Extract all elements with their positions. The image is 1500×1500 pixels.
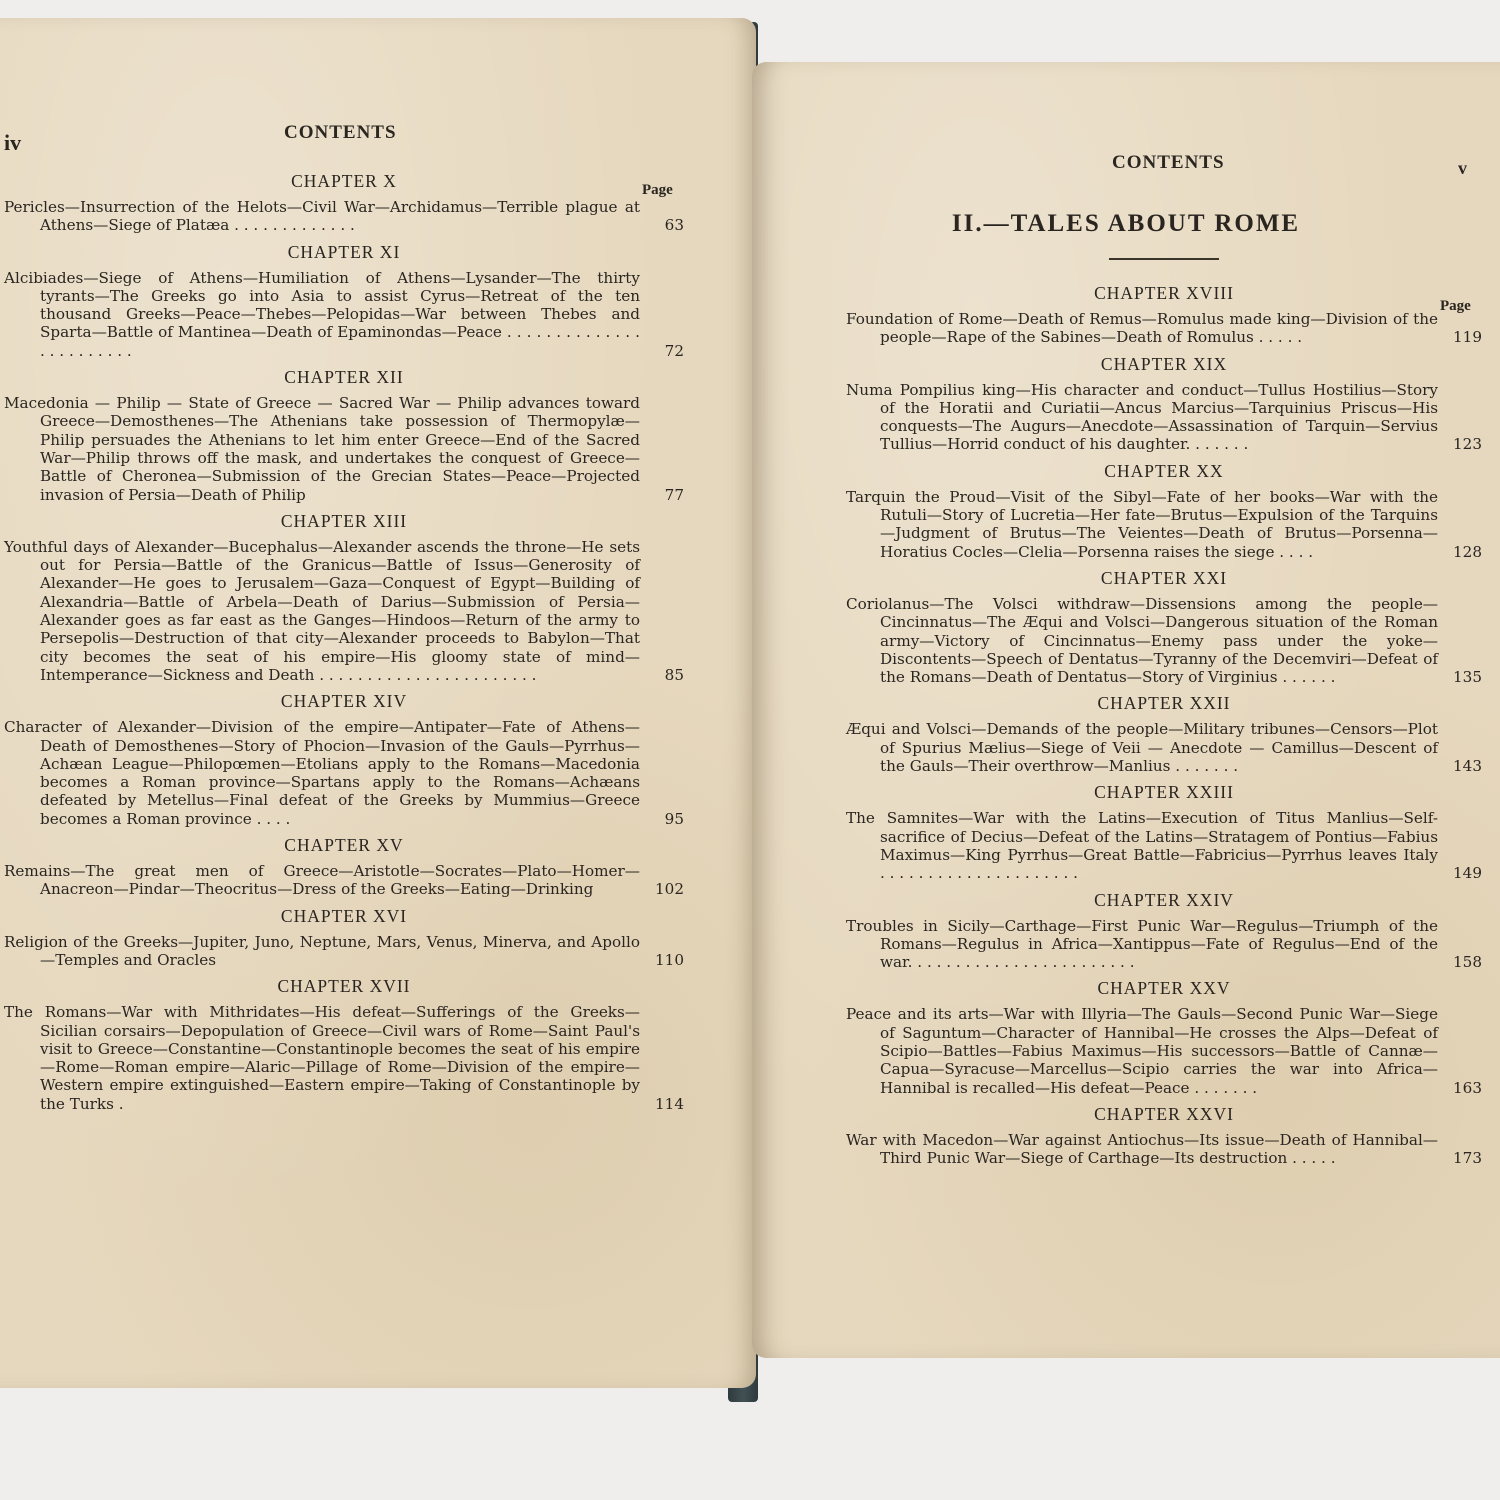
part-title: II.—TALES ABOUT ROME [951,210,1301,237]
chapter-page: 110 [655,950,684,969]
toc-entry [846,977,1482,1096]
right-page [752,62,1500,1358]
toc-right [846,282,1482,1168]
toc-entry [846,353,1482,454]
chapter-page: 95 [664,809,684,828]
toc-entry [4,170,684,235]
toc-entry [4,510,684,684]
chapter-heading: CHAPTER XIV [280,691,408,712]
chapter-heading: CHAPTER XVII [277,976,411,997]
toc-entry [846,1103,1482,1168]
chapter-summary: Pericles—Insurrection of the Helots—Civil War—Archidamus—Terrible plague at Athens—Siege of Platæa . . . . . . . . . . . . . [4,198,640,235]
chapter-page: 114 [655,1094,684,1113]
chapter-heading: CHAPTER XXII [1097,693,1231,714]
chapter-heading: CHAPTER XXVI [1094,1103,1234,1124]
chapter-page: 102 [655,880,684,899]
toc-entry [846,282,1482,347]
chapter-summary: Religion of the Greeks—Jupiter, Juno, Neptune, Mars, Venus, Minerva, and Apollo—Temples and Oracles [4,932,640,969]
chapter-heading: CHAPTER XVIII [1094,283,1234,303]
chapter-heading: CHAPTER XVI [280,905,408,926]
toc-entry [846,692,1482,775]
chapter-summary: Numa Pompilius king—His character and conduct—Tullus Hostilius—Story of the Horatii and Curiatii—Ancus Marcius—Tarquinius Priscus—His conquests—The Augurs—Anecdote—Assassination of Tarquin—Servius Tullius—Horrid conduct of his daughter. . . . . . . [846,380,1438,454]
chapter-summary: Remains—The great men of Greece—Aristotle—Socrates—Plato—Homer—Anacreon—Pindar—Theocritus—Dress of the Greeks—Eating—Drinking [4,862,640,899]
chapter-page: 173 [1453,1149,1482,1168]
chapter-heading: CHAPTER XIII [280,510,408,531]
chapter-heading: CHAPTER XV [284,835,404,856]
toc-entry [4,905,684,970]
chapter-page: 143 [1453,757,1482,776]
chapter-summary: War with Macedon—War against Antiochus—Its issue—Death of Hannibal—Third Punic War—Siege of Carthage—Its destruction . . . . . [846,1130,1438,1168]
chapter-heading: CHAPTER XIX [1100,353,1228,374]
chapter-page: 119 [1453,328,1482,347]
toc-entry [4,690,684,828]
chapter-summary: Æqui and Volsci—Demands of the people—Military tribunes—Censors—Plot of Spurius Mælius—Siege of Veii — Anecdote — Camillus—Descent of the Gauls—Their overthrow—Manlius . . . . . . . [846,720,1438,776]
chapter-heading: CHAPTER XII [284,367,404,388]
chapter-summary: Coriolanus—The Volsci withdraw—Dissensions among the people—Cincinnatus—The Æqui and Volsci—Dangerous situation of the Roman army—Victory of Cincinnatus—Enemy pass under the yoke—Discontents—Speech of Dentatus—Tyranny of the Decemviri—Defeat of the Romans—Death of Dentatus—Story of Virginius . . . . . . [846,594,1438,687]
chapter-heading: CHAPTER XXI [1100,567,1228,588]
chapter-heading: CHAPTER XXV [1097,978,1231,999]
chapter-page: 63 [664,216,684,235]
page-number-left: iv [4,130,22,155]
title-rule [1109,258,1219,260]
toc-entry [4,241,684,360]
running-head-right: CONTENTS [1112,152,1225,173]
chapter-page: 128 [1453,542,1482,561]
chapter-summary: Troubles in Sicily—Carthage—First Punic War—Regulus—Triumph of the Romans—Regulus in Africa—Xantippus—Fate of Regulus—End of the war. . . . . . . . . . . . . . . . . . . . . . . . [846,916,1438,972]
toc-entry [846,460,1482,561]
chapter-page: 158 [1453,953,1482,972]
toc-entry [4,834,684,899]
chapter-page: 77 [664,485,684,504]
chapter-summary: Youthful days of Alexander—Bucephalus—Alexander ascends the throne—He sets out for Persia—Battle of the Granicus—Battle of Issus—Generosity of Alexander—He goes to Jerusalem—Gaza—Conquest of Egypt—Building of Alexandria—Battle of Arbela—Death of Darius—Submission of Persia—Alexander goes as far east as the Ganges—Hindoos—Return of the army to Persepolis—Destruction of that city—Alexander proceeds to Babylon—That city becomes the seat of his empire—His gloomy state of mind—Intemperance—Sickness and Death . . . . . . . . . . . . . . . . . . . . . . . [4,537,640,684]
toc-left [4,170,684,1113]
chapter-page: 163 [1453,1078,1482,1097]
chapter-page: 72 [664,341,684,360]
chapter-summary: Macedonia — Philip — State of Greece — Sacred War — Philip advances toward Greece—Demosthenes—The Athenians take possession of Thermopylæ—Philip persuades the Athenians to let him enter Greece—End of the Sacred War—Philip throws off the mask, and undertakes the conquest of Greece—Battle of Cheronea—Submission of the Grecian States—Peace—Projected invasion of Persia—Death of Philip [4,394,640,504]
toc-entry [4,366,684,504]
chapter-summary: Tarquin the Proud—Visit of the Sibyl—Fate of her books—War with the Rutuli—Story of Lucretia—Her fate—Brutus—Expulsion of the Tarquins—Judgment of Brutus—The Veientes—Death of Brutus—Porsenna—Horatius Cocles—Clelia—Porsenna raises the siege . . . . [846,487,1438,561]
toc-entry [4,975,684,1113]
chapter-page: 149 [1453,864,1482,883]
left-page [0,18,756,1388]
chapter-summary: Alcibiades—Siege of Athens—Humiliation of Athens—Lysander—The thirty tyrants—The Greeks go into Asia to assist Cyrus—Retreat of the ten thousand Greeks—Peace—Thebes—Pelopidas—War between Thebes and Sparta—Battle of Mantinea—Death of Epaminondas—Peace . . . . . . . . . . . . . . . . . . . . . . . . [4,268,640,360]
page-label-left: Page [642,182,673,198]
chapter-summary: The Romans—War with Mithridates—His defeat—Sufferings of the Greeks—Sicilian corsairs—Depopulation of Greece—Civil wars of Rome—Saint Paul's visit to Greece—Constantine—Constantinople becomes the seat of his empire—Rome—Roman empire—Alaric—Pillage of Rome—Division of the empire—Western empire extinguished—Eastern empire—Taking of Constantinople by the Turks . [4,1003,640,1113]
toc-entry [846,781,1482,882]
chapter-page: 123 [1453,435,1482,454]
chapter-page: 135 [1453,668,1482,687]
page-number-right: v [1458,158,1467,178]
chapter-heading: CHAPTER XX [1104,460,1224,481]
chapter-heading: CHAPTER XI [287,241,401,262]
chapter-summary: The Samnites—War with the Latins—Execution of Titus Manlius—Self-sacrifice of Decius—Defeat of the Latins—Stratagem of Pontius—Fabius Maximus—King Pyrrhus—Great Battle—Fabricius—Pyrrhus leaves Italy . . . . . . . . . . . . . . . . . . . . . [846,809,1438,883]
chapter-summary: Peace and its arts—War with Illyria—The Gauls—Second Punic War—Siege of Saguntum—Character of Hannibal—He crosses the Alps—Defeat of Scipio—Battles—Fabius Maximus—His successors—Battle of Cannæ—Capua—Syracuse—Marcellus—Scipio carries the war into Africa—Hannibal is recalled—His defeat—Peace . . . . . . . [846,1005,1438,1097]
chapter-summary: Foundation of Rome—Death of Remus—Romulus made king—Division of the people—Rape of the Sabines—Death of Romulus . . . . . [846,310,1438,347]
chapter-page: 85 [664,665,684,684]
chapter-summary: Character of Alexander—Division of the empire—Antipater—Fate of Athens—Death of Demosthenes—Story of Phocion—Invasion of the Gauls—Pyrrhus—Achæan League—Philopœmen—Etolians apply to the Romans—Macedonia becomes a Roman province—Spartans apply to the Romans—Achæans defeated by Metellus—Final defeat of the Greeks by Mummius—Greece becomes a Roman province . . . . [4,718,640,828]
chapter-heading: CHAPTER XXIV [1094,889,1234,910]
toc-entry [846,889,1482,972]
toc-entry [846,567,1482,686]
chapter-heading: CHAPTER X [291,171,397,191]
running-head-left: CONTENTS [284,122,397,143]
chapter-heading: CHAPTER XXIII [1094,782,1234,803]
page-label-right: Page [1440,298,1471,314]
